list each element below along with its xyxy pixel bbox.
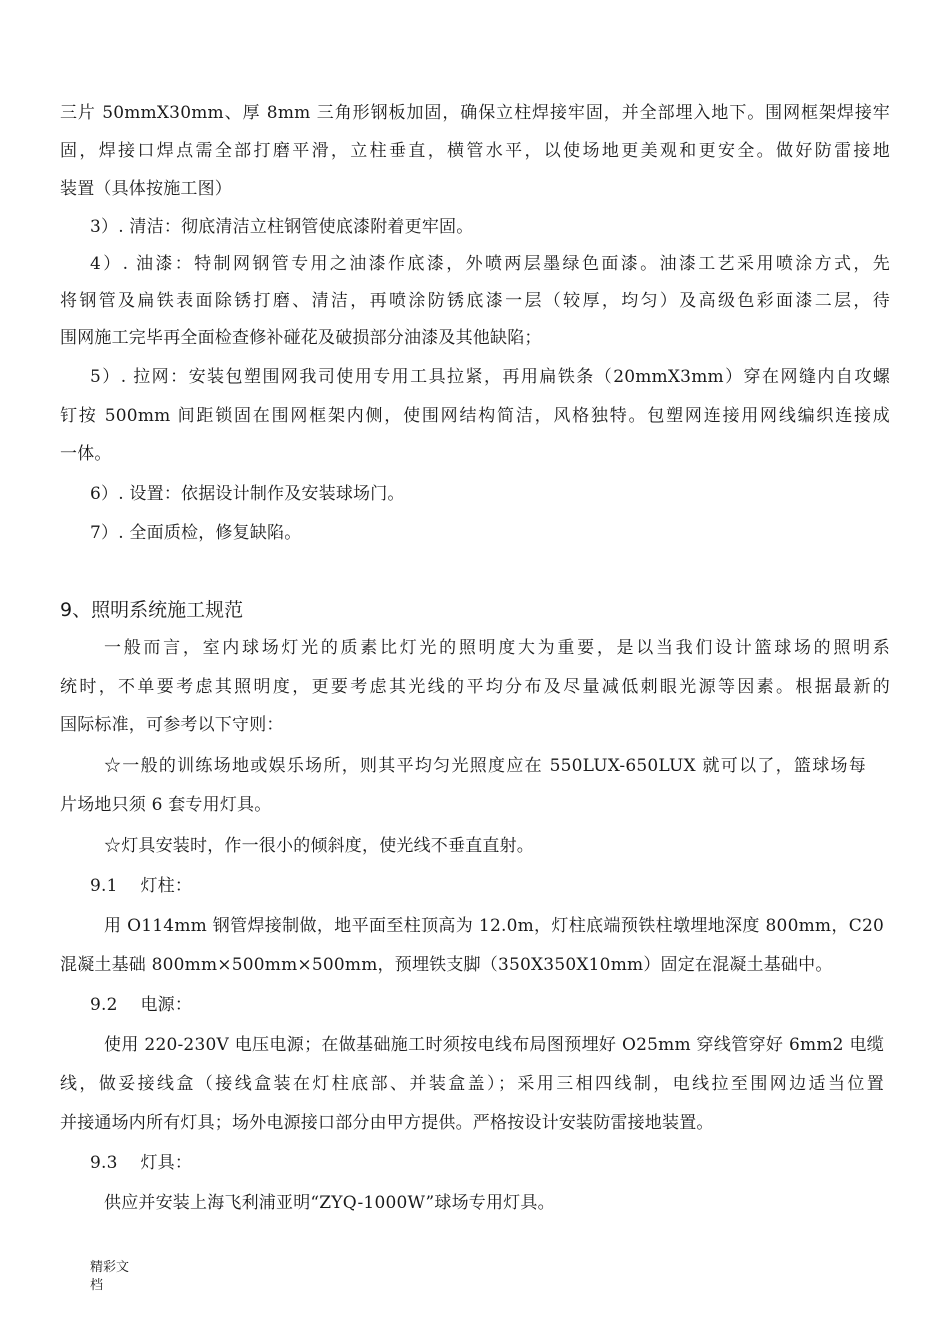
paragraph-line: 一般而言，室内球场灯光的质素比灯光的照明度大为重要，是以当我们设计篮球场的照明系 <box>104 638 890 658</box>
paragraph-line: 片场地只须 6 套专用灯具。 <box>60 795 272 815</box>
paragraph-line: 供应并安装上海飞利浦亚明“ZYQ-1000W”球场专用灯具。 <box>104 1193 555 1213</box>
list-item-inspection: 7）. 全面质检，修复缺陷。 <box>90 523 302 543</box>
paragraph-line: 用 O114mm 钢管焊接制做，地平面至柱顶高为 12.0m，灯柱底端预铁柱墩埋地深度 800mm，C20 <box>104 916 884 936</box>
paragraph-line: 装置（具体按施工图） <box>60 179 232 199</box>
paragraph-line: 钉按 500mm 间距锁固在围网框架内侧，使围网结构简洁，风格独特。包塑网连接用网线编织连接成 <box>60 406 890 426</box>
paragraph-line: 线，做妥接线盒（接线盒装在灯柱底部、并装盒盖）；采用三相四线制，电线拉至围网边适当位置 <box>60 1074 884 1094</box>
paragraph-line: 并接通场内所有灯具；场外电源接口部分由甲方提供。严格按设计安装防雷接地装置。 <box>60 1113 714 1133</box>
paragraph-line: 使用 220-230V 电压电源；在做基础施工时须按电线布局图预埋好 O25mm 穿线管穿好 6mm2 电缆 <box>104 1035 884 1055</box>
list-item-painting: 4）. 油漆：特制网钢管专用之油漆作底漆，外喷两层墨绿色面漆。油漆工艺采用喷涂方式，先 <box>90 254 890 274</box>
paragraph-line: 一体。 <box>60 444 112 464</box>
list-item-cleaning: 3）. 清洁：彻底清洁立柱钢管使底漆附着更牢固。 <box>90 217 474 237</box>
paragraph-line: 国际标准，可参考以下守则： <box>60 715 284 735</box>
guideline-item: ☆一般的训练场地或娱乐场所，则其平均匀光照度应在 550LUX-650LUX 就可以了，篮球场每 <box>104 756 866 776</box>
paragraph-line: 固，焊接口焊点需全部打磨平滑，立柱垂直，横管水平，以使场地更美观和更安全。做好防雷接地 <box>60 141 890 161</box>
footer-line: 档 <box>90 1278 104 1293</box>
footer-label <box>90 1259 150 1295</box>
subsection-title-lamps: 9.3 灯具： <box>90 1153 193 1173</box>
footer-line: 精彩文 <box>90 1260 130 1275</box>
subsection-title-power: 9.2 电源： <box>90 995 193 1015</box>
paragraph-line: 围网施工完毕再全面检查修补碰花及破损部分油漆及其他缺陷； <box>60 328 542 348</box>
paragraph-line: 混凝土基础 800mm×500mm×500mm，预埋铁支脚（350X350X10mm）固定在混凝土基础中。 <box>60 955 833 975</box>
subsection-title-lamp-post: 9.1 灯柱： <box>90 876 193 896</box>
section-heading: 9、照明系统施工规范 <box>60 599 244 621</box>
paragraph-line: 三片 50mmX30mm、厚 8mm 三角形钢板加固，确保立柱焊接牢固，并全部埋入地下。围网框架焊接牢 <box>60 103 890 123</box>
guideline-item: ☆灯具安装时，作一很小的倾斜度，使光线不垂直直射。 <box>104 836 534 856</box>
list-item-netting: 5）. 拉网：安装包塑围网我司使用专用工具拉紧，再用扁铁条（20mmX3mm）穿在网缝内自攻螺 <box>90 367 890 387</box>
paragraph-line: 将钢管及扁铁表面除锈打磨、清洁，再喷涂防锈底漆一层（较厚，均匀）及高级色彩面漆二层，待 <box>60 291 890 311</box>
paragraph-line: 统时，不单要考虑其照明度，更要考虑其光线的平均分布及尽量减低刺眼光源等因素。根据最新的 <box>60 677 890 697</box>
list-item-setup: 6）. 设置：依据设计制作及安装球场门。 <box>90 484 405 504</box>
